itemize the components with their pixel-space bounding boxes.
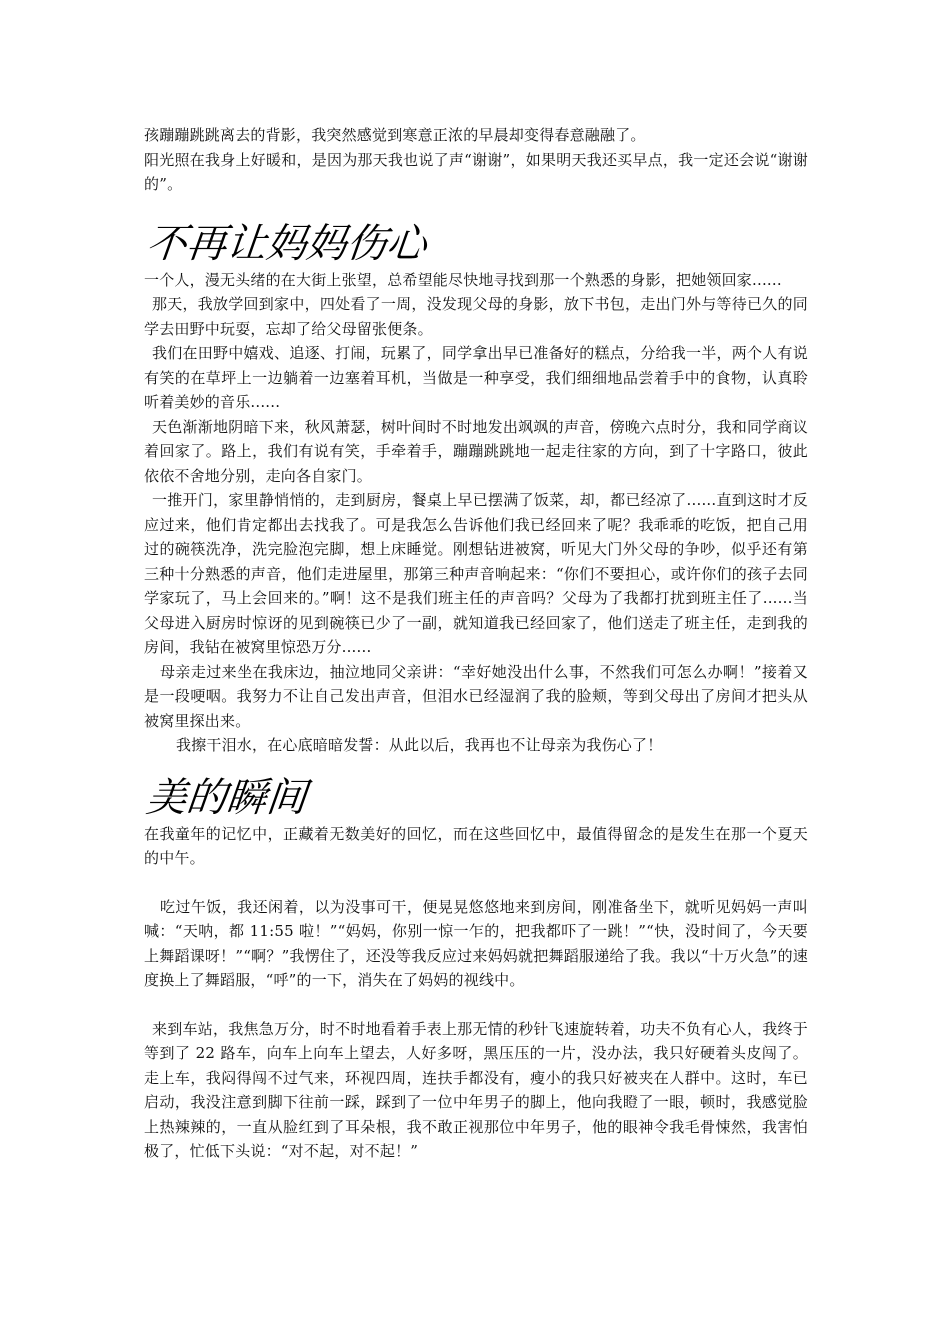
- paragraph: 吃过午饭，我还闲着，以为没事可干，便晃晃悠悠地来到房间，刚准备坐下，就听见妈妈一声叫喊：“天呐，都 11:55 啦！”“妈妈，你别一惊一乍的，把我都吓了一跳！”“快，没时间了，今天要上舞蹈课呀！”“啊？”我愣住了，还没等我反应过来妈妈就把舞蹈服递给了我。我以“十万火急”的速度换上了舞蹈服，“呼”的一下，消失在了妈妈的视线中。: [144, 897, 808, 989]
- paragraph: 一推开门，家里静悄悄的，走到厨房，餐桌上早已摆满了饭菜，却，都已经凉了......直到这时才反应过来，他们肯定都出去找我了。可是我怎么告诉他们我已经回来了呢？我乖乖的吃饭，把自己用过的碗筷洗净，洗完脸泡完脚，想上床睡觉。刚想钻进被窝，听见大门外父母的争吵，似乎还有第三种十分熟悉的声音，他们走进屋里，那第三种声音响起来：“你们不要担心，或许你们的孩子去同学家玩了，马上会回来的。”啊！这不是我们班主任的声音吗？父母为了我都打扰到班主任了......当父母进入厨房时惊讶的见到碗筷已少了一副，就知道我已经回家了，他们送走了班主任，走到我的房间，我钻在被窝里惊恐万分......: [144, 491, 808, 656]
- paragraph: 阳光照在我身上好暖和，是因为那天我也说了声“谢谢”，如果明天我还买早点，我一定还会说“谢谢的”。: [144, 150, 808, 193]
- spacer: [144, 197, 808, 220]
- section-title: 美的瞬间: [144, 774, 309, 821]
- paragraph: 一个人，漫无头绪的在大街上张望，总希望能尽快地寻找到那一个熟悉的身影，把她领回家......: [144, 270, 782, 289]
- paragraph: 母亲走过来坐在我床边，抽泣地同父亲讲：“幸好她没出什么事，不然我们可怎么办啊！”接着又是一段哽咽。我努力不让自己发出声音，但泪水已经湿润了我的脸颊，等到父母出了房间才把头从被窝里探出来。: [144, 662, 808, 730]
- paragraph: 在我童年的记忆中，正藏着无数美好的回忆，而在这些回忆中，最值得留念的是发生在那一个夏天的中午。: [144, 824, 808, 867]
- document-page: [144, 123, 808, 1164]
- spacer: [144, 758, 808, 774]
- spacer: [144, 993, 808, 1017]
- section-title: 不再让妈妈伤心: [144, 220, 429, 267]
- spacer: [144, 871, 808, 895]
- paragraph: 来到车站，我焦急万分，时不时地看着手表上那无情的秒针飞速旋转着，功夫不负有心人，我终于等到了 22 路车，向车上向车上望去，人好多呀，黑压压的一片，没办法，我只好硬着头皮闯了。走上车，我闷得闯不过气来，环视四周，连扶手都没有，瘦小的我只好被夹在人群中。这时，车已启动，我没注意到脚下往前一踩，踩到了一位中年男子的脚上，他向我瞪了一眼，顿时，我感觉脸上热辣辣的，一直从脸红到了耳朵根，我不敢正视那位中年男子，他的眼神令我毛骨悚然，我害怕极了，忙低下头说：“对不起，对不起！”: [144, 1019, 808, 1160]
- paragraph: 我擦干泪水，在心底暗暗发誓：从此以后，我再也不让母亲为我伤心了！: [176, 736, 663, 754]
- paragraph: 我们在田野中嬉戏、追逐、打闹，玩累了，同学拿出早已准备好的糕点，分给我一半，两个人有说有笑的在草坪上一边躺着一边塞着耳机，当做是一种享受，我们细细地品尝着手中的食物，认真聆听着美妙的音乐......: [144, 344, 808, 411]
- paragraph: 天色渐渐地阴暗下来，秋风萧瑟，树叶间时不时地发出飒飒的声音，傍晚六点时分，我和同学商议着回家了。路上，我们有说有笑，手牵着手，蹦蹦跳跳地一起走往家的方向，到了十字路口，彼此依依不舍地分别，走向各自家门。: [144, 417, 808, 485]
- paragraph: 那天，我放学回到家中，四处看了一周，没发现父母的身影，放下书包，走出门外与等待已久的同学去田野中玩耍，忘却了给父母留张便条。: [144, 295, 808, 338]
- paragraph: 孩蹦蹦跳跳离去的背影，我突然感觉到寒意正浓的早晨却变得春意融融了。: [144, 126, 646, 144]
